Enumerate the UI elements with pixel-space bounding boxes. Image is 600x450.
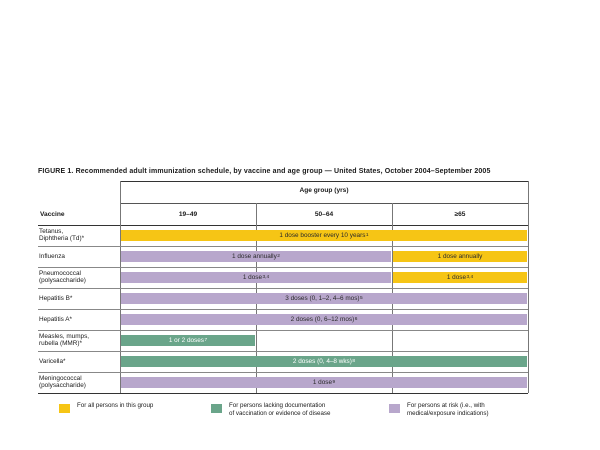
row-rule [38, 246, 528, 247]
dose-text: 2 doses (0, 4–8 wks) [292, 358, 352, 365]
footnote-marker: 6 [354, 317, 358, 322]
dose-bar [393, 251, 527, 262]
footnote-marker: 9 [332, 380, 336, 385]
age-header-left-rule [120, 181, 121, 225]
row-rule [38, 351, 528, 352]
row-rule [38, 309, 528, 310]
row-rule [38, 267, 528, 268]
age-column-50-64: 50–64 [314, 211, 334, 218]
footnote-marker: 2 [277, 254, 280, 259]
vaccine-name-line: Pneumococcal [39, 270, 81, 277]
header-bottom-rule [38, 225, 528, 226]
vaccine-name-line: Diphtheria (Td)* [39, 235, 85, 243]
vaccine-name-line: (polysaccharide) [39, 277, 86, 285]
vaccine-name-line: Tetanus, [39, 228, 64, 235]
legend-label-line: For all persons in this group [77, 402, 154, 409]
legend-label-line: For persons at risk (i.e., with [407, 402, 485, 409]
age-group-header: Age group (yrs) [299, 187, 349, 194]
age-column-65-plus: ≥65 [454, 211, 466, 218]
legend-label [407, 402, 489, 417]
vaccine-name [39, 228, 84, 243]
table-top-rule [120, 181, 528, 182]
dose-bar [393, 272, 527, 283]
vaccine-column-header: Vaccine [40, 211, 65, 218]
dose-bar [121, 356, 527, 367]
dose-bar [121, 251, 391, 262]
legend-swatch [211, 404, 222, 413]
legend-label-line: medical/exposure indications) [407, 409, 489, 417]
footnote-marker: 3,4 [262, 275, 270, 280]
vaccine-name [39, 295, 72, 302]
dose-text: 3 doses (0, 1–2, 4–6 mos) [285, 295, 360, 302]
legend-label-line: of vaccination or evidence of disease [229, 409, 331, 417]
vaccine-name [39, 316, 72, 323]
legend-swatch [389, 404, 400, 413]
vaccine-name-line: Hepatitis A* [39, 316, 73, 323]
dose-bar [121, 230, 527, 241]
dose-bar [121, 377, 527, 388]
footnote-marker: 5 [360, 296, 363, 301]
dose-text: 1 dose [312, 379, 333, 386]
legend-swatch [59, 404, 70, 413]
dose-bar [121, 272, 391, 283]
legend-label-line: For persons lacking documentation [229, 402, 326, 409]
row-rule [38, 372, 528, 373]
vaccine-name-line: Varicella* [39, 358, 66, 365]
vaccine-name [39, 358, 66, 365]
vaccine-name [39, 333, 89, 348]
dose-text: 1 dose [446, 274, 467, 281]
footnote-marker: 1 [365, 233, 369, 238]
footnote-marker: 8 [352, 359, 356, 364]
dose-text: 1 dose booster every 10 years [279, 232, 366, 239]
row-rule [38, 330, 528, 331]
dose-text: 2 doses (0, 6–12 mos) [290, 316, 355, 323]
row-rule [38, 393, 528, 394]
vaccine-name [39, 375, 86, 390]
dose-text: 1 dose annually [437, 253, 483, 260]
dose-bar [121, 314, 527, 325]
age-column-19-49: 19–49 [178, 211, 198, 218]
legend-label [229, 402, 330, 417]
vaccine-name-line: Influenza [39, 253, 65, 260]
row-rule [38, 288, 528, 289]
legend-label [77, 402, 153, 410]
age-header-right-rule [528, 181, 529, 225]
age-group-rule [120, 203, 528, 204]
vaccine-name-line: Meningococcal [39, 375, 82, 382]
vaccine-name-line: Hepatitis B* [39, 295, 73, 302]
immunization-table [38, 181, 528, 393]
footnote-marker: 7 [204, 338, 208, 343]
column-divider-3 [528, 225, 529, 393]
vaccine-name [39, 253, 65, 260]
figure-title: FIGURE 1. Recommended adult immunization schedule, by vaccine and age group — United States, October 2004–September 2005 [38, 168, 491, 175]
dose-bar [121, 335, 255, 346]
dose-text: 1 or 2 doses [168, 337, 204, 344]
vaccine-name [39, 270, 86, 285]
vaccine-name-line: Measles, mumps, [39, 333, 90, 340]
vaccine-name-line: rubella (MMR)* [39, 340, 82, 348]
vaccine-name-line: (polysaccharide) [39, 382, 86, 390]
dose-text: 1 dose annually [232, 253, 277, 260]
dose-text: 1 dose [242, 274, 263, 281]
footnote-marker: 3,4 [466, 275, 474, 280]
dose-bar [121, 293, 527, 304]
